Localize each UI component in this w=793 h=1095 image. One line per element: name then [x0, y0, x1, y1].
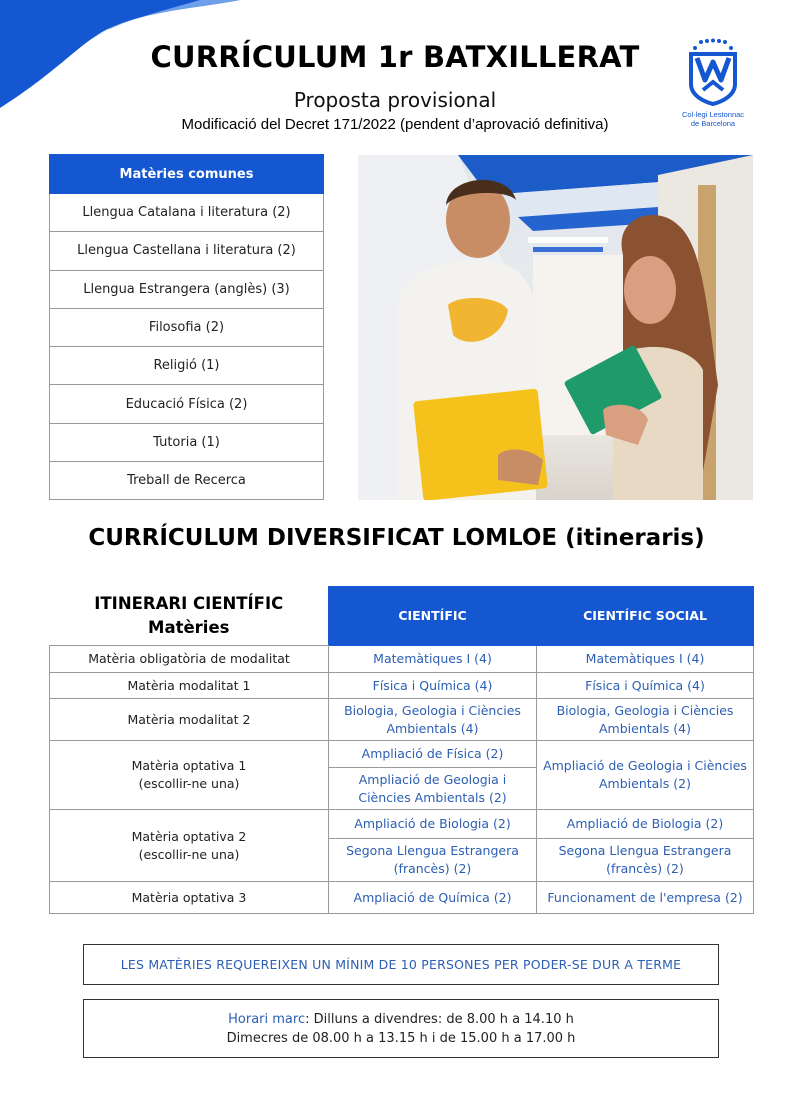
itinerari-header-line1: ITINERARI CIENTÍFIC [94, 593, 284, 613]
students-photo [358, 155, 753, 500]
row-label-line1: Matèria optativa 1 [131, 758, 247, 773]
itineraris-table [49, 586, 754, 914]
cell-value: Ampliació de Biologia (2) [537, 810, 754, 839]
school-logo [673, 38, 753, 130]
common-subject: Tutoria (1) [50, 423, 324, 461]
table-row [50, 741, 754, 768]
logo-text-line2: de Barcelona [690, 119, 736, 128]
page-title: CURRÍCULUM 1r BATXILLERAT [150, 40, 640, 74]
schedule-line1 [228, 1010, 574, 1029]
column-header-cientific-social: CIENTÍFIC SOCIAL [537, 587, 754, 646]
row-label-line2: (escollir-ne una) [138, 846, 240, 862]
page-subtitle: Proposta provisional [293, 88, 497, 112]
table-row [50, 810, 754, 839]
cell-value: Matemàtiques I (4) [537, 646, 754, 673]
itinerari-header-line2: Matèries [148, 617, 230, 637]
row-label: Matèria modalitat 2 [50, 699, 329, 741]
table-row [50, 699, 754, 741]
schedule-label: Horari marc [228, 1011, 306, 1027]
cell-value: Funcionament de l'empresa (2) [537, 882, 754, 914]
crest-icon [683, 38, 743, 108]
column-header-cientific: CIENTÍFIC [329, 587, 537, 646]
common-subjects-table [49, 154, 324, 500]
row-label [50, 810, 329, 882]
common-subject: Llengua Castellana i literatura (2) [50, 232, 324, 270]
cell-value: Ampliació de Química (2) [329, 882, 537, 914]
cell-value: Segona Llengua Estrangera (francès) (2) [329, 839, 537, 882]
itinerari-header [50, 587, 329, 646]
common-subject: Religió (1) [50, 347, 324, 385]
cell-value: Ampliació de Geologia i Ciències Ambientals (2) [537, 741, 754, 810]
cell-value: Matemàtiques I (4) [329, 646, 537, 673]
cell-value: Física i Química (4) [537, 673, 754, 699]
schedule-weekdays: : Dilluns a divendres: de 8.00 h a 14.10 h [305, 1011, 574, 1027]
common-subject: Educació Física (2) [50, 385, 324, 423]
cell-value: Segona Llengua Estrangera (francès) (2) [537, 839, 754, 882]
row-label: Matèria modalitat 1 [50, 673, 329, 699]
logo-text-line1: Col·legi Lestonnac [681, 110, 745, 119]
common-subject: Treball de Recerca [50, 462, 324, 500]
table-row [50, 882, 754, 914]
row-label: Matèria obligatòria de modalitat [50, 646, 329, 673]
cell-value: Ampliació de Física (2) [329, 741, 537, 768]
cell-value: Ampliació de Geologia i Ciències Ambientals (2) [329, 768, 537, 810]
table-row [50, 673, 754, 699]
common-subjects-header: Matèries comunes [50, 155, 324, 194]
schedule-box [83, 999, 719, 1058]
cell-value: Física i Química (4) [329, 673, 537, 699]
minimum-students-notice: LES MATÈRIES REQUEREIXEN UN MÍNIM DE 10 PERSONES PER PODER-SE DUR A TERME [83, 944, 719, 985]
common-subject: Llengua Estrangera (anglès) (3) [50, 270, 324, 308]
row-label: Matèria optativa 3 [50, 882, 329, 914]
common-subject: Filosofia (2) [50, 308, 324, 346]
section-title: CURRÍCULUM DIVERSIFICAT LOMLOE (itineraris) [88, 525, 705, 551]
row-label-line2: (escollir-ne una) [138, 776, 240, 791]
schedule-line2: Dimecres de 08.00 h a 13.15 h i de 15.00 h a 17.00 h [226, 1030, 576, 1046]
cell-value: Biologia, Geologia i Ciències Ambientals (4) [329, 699, 537, 741]
row-label-line1: Matèria optativa 2 [131, 828, 247, 844]
decree-note: Modificació del Decret 171/2022 (pendent d’aprovació definitiva) [181, 116, 609, 133]
cell-value: Biologia, Geologia i Ciències Ambientals (4) [537, 699, 754, 741]
cell-value: Ampliació de Biologia (2) [329, 810, 537, 839]
table-row [50, 646, 754, 673]
row-label [50, 741, 329, 810]
common-subject: Llengua Catalana i literatura (2) [50, 194, 324, 232]
